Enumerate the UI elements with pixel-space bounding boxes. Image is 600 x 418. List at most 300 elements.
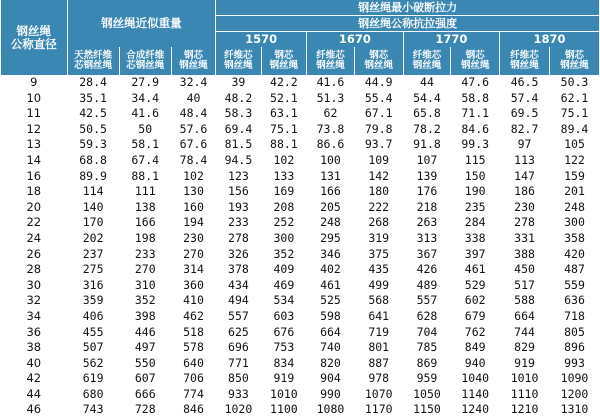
table-cell: 86.6 — [316, 137, 345, 152]
diameter-cell: 24 — [26, 230, 42, 245]
table-cell: 57.6 — [179, 121, 208, 136]
subheader-label: 纤维芯 钢丝绳 — [412, 50, 442, 71]
col-strength-header — [216, 16, 600, 32]
table-cell: 904 — [320, 371, 341, 386]
table-cell: 743 — [82, 402, 104, 417]
table-cell: 67.1 — [364, 106, 393, 121]
table-cell: 461 — [320, 277, 341, 292]
table-cell: 993 — [564, 355, 585, 370]
col-strength-label: 钢丝绳公称抗拉强度 — [358, 16, 458, 30]
table-cell: 81.5 — [224, 137, 253, 152]
table-cell: 235 — [464, 199, 486, 214]
table-cell: 51.3 — [316, 90, 345, 105]
grade-header-1570 — [216, 32, 307, 48]
table-cell: 696 — [228, 340, 249, 355]
diameter-cell: 42 — [26, 371, 42, 386]
table-cell: 202 — [82, 230, 104, 245]
table-cell: 109 — [368, 152, 390, 167]
table-cell: 559 — [564, 277, 585, 292]
table-cell: 706 — [183, 371, 204, 386]
table-cell: 450 — [514, 262, 535, 277]
force-subheader-steel-1670 — [354, 47, 403, 75]
table-cell: 455 — [82, 324, 104, 339]
diameter-cell: 28 — [26, 262, 42, 277]
diameter-cell: 14 — [26, 152, 42, 167]
table-cell: 28.4 — [79, 75, 107, 89]
col-diameter-header — [1, 0, 68, 75]
table-cell: 378 — [228, 262, 249, 277]
table-cell: 919 — [273, 371, 295, 386]
table-cell: 410 — [183, 293, 204, 308]
table-cell: 719 — [368, 324, 390, 339]
table-cell: 375 — [368, 246, 390, 261]
table-cell: 237 — [82, 246, 104, 261]
table-cell: 801 — [368, 340, 390, 355]
diameter-cell: 11 — [26, 106, 42, 121]
table-cell: 1150 — [413, 402, 441, 417]
diameter-cell: 10 — [26, 90, 42, 105]
table-row — [1, 371, 600, 387]
table-cell: 313 — [416, 230, 438, 245]
table-cell: 676 — [273, 324, 295, 339]
table-cell: 268 — [368, 215, 390, 230]
grade-label: 1670 — [338, 32, 371, 47]
table-cell: 557 — [228, 308, 249, 323]
table-cell: 47.6 — [461, 75, 490, 89]
table-cell: 1140 — [461, 386, 490, 401]
table-cell: 130 — [183, 184, 204, 199]
table-cell: 248 — [320, 215, 341, 230]
table-cell: 201 — [564, 184, 585, 199]
table-cell: 603 — [273, 308, 295, 323]
table-cell: 578 — [183, 340, 204, 355]
table-cell: 462 — [183, 308, 204, 323]
table-cell: 1040 — [461, 371, 490, 386]
subheader-label: 纤维芯 钢丝绳 — [510, 50, 539, 71]
table-cell: 959 — [416, 371, 438, 386]
col-weight-label: 钢丝绳近似重量 — [101, 16, 182, 31]
table-cell: 160 — [183, 199, 204, 214]
table-cell: 518 — [183, 324, 204, 339]
table-cell: 316 — [82, 277, 104, 292]
table-cell: 89.4 — [560, 121, 589, 136]
subheader-label: 钢芯 钢丝绳 — [269, 50, 299, 71]
table-cell: 598 — [320, 308, 341, 323]
table-cell: 190 — [464, 184, 486, 199]
table-row — [1, 402, 600, 418]
table-cell: 562 — [82, 355, 104, 370]
table-row — [1, 340, 600, 356]
table-cell: 300 — [273, 230, 295, 245]
grade-header-1670 — [307, 32, 403, 48]
table-cell: 57.4 — [510, 90, 539, 105]
table-cell: 497 — [134, 340, 156, 355]
table-body — [1, 75, 600, 418]
subheader-label: 钢芯 钢丝绳 — [364, 50, 393, 71]
diameter-cell: 44 — [26, 386, 42, 401]
table-cell: 1110 — [510, 386, 539, 401]
table-cell: 1080 — [316, 402, 345, 417]
table-cell: 469 — [273, 277, 295, 292]
table-cell: 426 — [416, 262, 438, 277]
table-cell: 446 — [134, 324, 156, 339]
table-cell: 88.1 — [131, 168, 160, 183]
table-cell: 91.8 — [413, 137, 441, 152]
table-cell: 771 — [228, 355, 249, 370]
force-subheader-fiber-1570 — [216, 47, 261, 75]
table-row — [1, 231, 600, 247]
diameter-cell: 26 — [26, 246, 42, 261]
table-cell: 940 — [464, 355, 486, 370]
force-subheader-fiber-1870 — [500, 47, 550, 75]
table-cell: 147 — [514, 168, 535, 183]
table-cell: 869 — [416, 355, 438, 370]
table-cell: 933 — [228, 386, 249, 401]
table-cell: 1050 — [413, 386, 441, 401]
table-cell: 248 — [564, 199, 585, 214]
table-cell: 990 — [320, 386, 341, 401]
table-cell: 434 — [228, 277, 249, 292]
table-cell: 367 — [416, 246, 438, 261]
table-cell: 79.8 — [364, 121, 393, 136]
table-cell: 314 — [183, 262, 204, 277]
subheader-label: 天然纤维 芯钢丝绳 — [74, 50, 113, 71]
col-weight-header — [67, 0, 216, 47]
table-cell: 628 — [416, 308, 438, 323]
table-cell: 133 — [273, 168, 295, 183]
table-cell: 338 — [464, 230, 486, 245]
table-cell: 704 — [416, 324, 438, 339]
table-row — [1, 278, 600, 294]
table-cell: 186 — [514, 184, 535, 199]
table-cell: 388 — [514, 246, 535, 261]
table-row — [1, 309, 600, 325]
grade-header-1870 — [500, 32, 600, 48]
table-cell: 1090 — [560, 371, 589, 386]
table-cell: 352 — [273, 246, 295, 261]
table-cell: 1020 — [224, 402, 253, 417]
table-cell: 41.6 — [316, 75, 345, 89]
table-cell: 113 — [514, 152, 535, 167]
table-cell: 636 — [564, 293, 585, 308]
table-cell: 78.2 — [413, 121, 441, 136]
table-cell: 588 — [514, 293, 535, 308]
table-cell: 278 — [514, 215, 535, 230]
table-cell: 65.8 — [413, 106, 441, 121]
subheader-label: 纤维芯 钢丝绳 — [224, 50, 253, 71]
table-cell: 666 — [134, 386, 156, 401]
table-cell: 94.5 — [224, 152, 253, 167]
subheader-label: 合成纤维 芯钢丝绳 — [126, 50, 165, 71]
table-cell: 75.1 — [270, 121, 298, 136]
force-subheader-fiber-1770 — [403, 47, 451, 75]
subheader-label: 钢芯 钢丝绳 — [560, 50, 589, 71]
table-cell: 295 — [320, 230, 341, 245]
table-row — [1, 356, 600, 372]
table-cell: 252 — [273, 215, 295, 230]
table-cell: 75.1 — [560, 106, 589, 121]
table-cell: 122 — [564, 152, 585, 167]
table-cell: 1170 — [364, 402, 393, 417]
table-cell: 1200 — [560, 386, 589, 401]
table-cell: 84.6 — [461, 121, 490, 136]
table-cell: 461 — [464, 262, 486, 277]
table-row — [1, 137, 600, 153]
table-cell: 176 — [416, 184, 438, 199]
table-cell: 785 — [416, 340, 438, 355]
table-cell: 114 — [82, 184, 104, 199]
diameter-cell: 46 — [26, 402, 42, 417]
table-cell: 67.6 — [179, 137, 208, 152]
table-cell: 402 — [320, 262, 341, 277]
subheader-label: 纤维芯 钢丝绳 — [316, 50, 345, 71]
table-cell: 774 — [183, 386, 204, 401]
table-cell: 494 — [228, 293, 249, 308]
table-cell: 619 — [82, 371, 104, 386]
table-cell: 507 — [82, 340, 104, 355]
table-row — [1, 215, 600, 231]
table-cell: 35.1 — [79, 90, 107, 105]
diameter-cell: 20 — [26, 199, 42, 214]
table-row — [1, 75, 600, 91]
table-cell: 34.4 — [131, 90, 160, 105]
diameter-cell: 9 — [30, 75, 38, 89]
weight-subheader-synthetic-fiber — [119, 47, 171, 75]
table-cell: 111 — [134, 184, 156, 199]
table-cell: 50.5 — [79, 121, 107, 136]
table-cell: 105 — [564, 137, 585, 152]
table-row — [1, 106, 600, 122]
table-cell: 1210 — [510, 402, 539, 417]
table-cell: 534 — [273, 293, 295, 308]
table-cell: 131 — [320, 168, 341, 183]
table-cell: 489 — [416, 277, 438, 292]
table-row — [1, 325, 600, 341]
table-row — [1, 122, 600, 138]
table-cell: 58.8 — [461, 90, 490, 105]
table-cell: 89.9 — [79, 168, 107, 183]
table-cell: 740 — [320, 340, 341, 355]
table-cell: 409 — [273, 262, 295, 277]
diameter-cell: 40 — [26, 355, 42, 370]
table-cell: 62.1 — [560, 90, 589, 105]
diameter-cell: 12 — [26, 121, 42, 136]
table-cell: 40 — [186, 90, 201, 105]
table-cell: 849 — [464, 340, 486, 355]
table-cell: 99.3 — [461, 137, 490, 152]
table-cell: 319 — [368, 230, 390, 245]
table-cell: 139 — [416, 168, 438, 183]
table-cell: 850 — [228, 371, 249, 386]
table-cell: 529 — [464, 277, 486, 292]
table-row — [1, 200, 600, 216]
table-cell: 625 — [228, 324, 249, 339]
weight-subheader-natural-fiber — [67, 47, 119, 75]
table-cell: 194 — [183, 215, 204, 230]
table-cell: 420 — [564, 246, 585, 261]
table-cell: 208 — [273, 199, 295, 214]
table-cell: 169 — [273, 184, 295, 199]
table-cell: 198 — [134, 230, 156, 245]
table-cell: 230 — [183, 230, 204, 245]
table-cell: 310 — [134, 277, 156, 292]
table-cell: 359 — [82, 293, 104, 308]
table-cell: 166 — [320, 184, 341, 199]
table-cell: 41.6 — [131, 106, 160, 121]
table-cell: 222 — [368, 199, 390, 214]
grade-label: 1770 — [435, 32, 468, 47]
force-subheader-steel-1770 — [451, 47, 500, 75]
table-cell: 607 — [134, 371, 156, 386]
table-cell: 58.1 — [131, 137, 160, 152]
table-cell: 1010 — [510, 371, 539, 386]
table-cell: 358 — [564, 230, 585, 245]
table-cell: 270 — [183, 246, 204, 261]
table-row — [1, 169, 600, 185]
table-cell: 487 — [564, 262, 585, 277]
table-cell: 42.2 — [270, 75, 298, 89]
table-cell: 48.2 — [224, 90, 253, 105]
table-cell: 71.1 — [461, 106, 490, 121]
table-cell: 50.3 — [560, 75, 589, 89]
table-cell: 62 — [323, 106, 338, 121]
table-cell: 73.8 — [316, 121, 345, 136]
table-cell: 68.8 — [79, 152, 107, 167]
diameter-cell: 16 — [26, 168, 42, 183]
table-cell: 834 — [273, 355, 295, 370]
table-row — [1, 262, 600, 278]
table-cell: 170 — [82, 215, 104, 230]
table-cell: 63.1 — [270, 106, 298, 121]
table-cell: 140 — [82, 199, 104, 214]
table-cell: 150 — [464, 168, 486, 183]
table-cell: 664 — [514, 308, 535, 323]
force-subheader-steel-1570 — [261, 47, 306, 75]
table-cell: 166 — [134, 215, 156, 230]
diameter-cell: 32 — [26, 293, 42, 308]
table-cell: 218 — [416, 199, 438, 214]
table-cell: 679 — [464, 308, 486, 323]
col-diameter-label: 钢丝绳 公称直径 — [10, 24, 57, 51]
table-cell: 275 — [82, 262, 104, 277]
diameter-cell: 38 — [26, 340, 42, 355]
table-row — [1, 387, 600, 403]
diameter-cell: 13 — [26, 137, 42, 152]
table-cell: 829 — [514, 340, 535, 355]
table-cell: 346 — [320, 246, 341, 261]
force-subheader-fiber-1670 — [307, 47, 355, 75]
table-cell: 233 — [134, 246, 156, 261]
table-cell: 352 — [134, 293, 156, 308]
subheader-label: 钢芯 钢丝绳 — [179, 50, 208, 71]
diameter-cell: 36 — [26, 324, 42, 339]
table-cell: 1070 — [364, 386, 393, 401]
table-cell: 284 — [464, 215, 486, 230]
col-force-label: 钢丝绳最小破断拉力 — [358, 0, 458, 14]
table-cell: 123 — [228, 168, 249, 183]
table-cell: 525 — [320, 293, 341, 308]
table-cell: 100 — [320, 152, 341, 167]
table-cell: 52.1 — [270, 90, 298, 105]
table-cell: 102 — [273, 152, 295, 167]
weight-subheader-steel-core — [171, 47, 215, 75]
table-cell: 270 — [134, 262, 156, 277]
table-cell: 406 — [82, 308, 104, 323]
diameter-cell: 30 — [26, 277, 42, 292]
table-cell: 1010 — [270, 386, 298, 401]
table-cell: 32.4 — [179, 75, 208, 89]
table-cell: 640 — [183, 355, 204, 370]
table-cell: 156 — [228, 184, 249, 199]
table-cell: 360 — [183, 277, 204, 292]
table-cell: 557 — [416, 293, 438, 308]
table-cell: 744 — [514, 324, 535, 339]
table-row — [1, 247, 600, 263]
table-cell: 753 — [273, 340, 295, 355]
grade-label: 1570 — [245, 32, 278, 47]
table-cell: 93.7 — [364, 137, 393, 152]
table-cell: 550 — [134, 355, 156, 370]
table-cell: 205 — [320, 199, 341, 214]
table-cell: 46.5 — [510, 75, 539, 89]
table-cell: 39 — [231, 75, 246, 89]
table-cell: 762 — [464, 324, 486, 339]
table-cell: 27.9 — [131, 75, 160, 89]
table-cell: 887 — [368, 355, 390, 370]
table-cell: 680 — [82, 386, 104, 401]
force-subheader-steel-1870 — [550, 47, 600, 75]
table-cell: 107 — [416, 152, 438, 167]
table-cell: 88.1 — [270, 137, 298, 152]
table-cell: 82.7 — [510, 121, 539, 136]
table-cell: 58.3 — [224, 106, 253, 121]
grade-header-1770 — [403, 32, 499, 48]
table-cell: 44 — [420, 75, 434, 89]
table-cell: 300 — [564, 215, 585, 230]
table-cell: 102 — [183, 168, 204, 183]
table-cell: 55.4 — [364, 90, 393, 105]
table-cell: 896 — [564, 340, 585, 355]
table-cell: 138 — [134, 199, 156, 214]
table-cell: 42.5 — [79, 106, 107, 121]
table-cell: 641 — [368, 308, 390, 323]
table-cell: 664 — [320, 324, 341, 339]
table-cell: 78.4 — [179, 152, 208, 167]
table-cell: 159 — [564, 168, 585, 183]
table-cell: 805 — [564, 324, 585, 339]
table-row — [1, 91, 600, 107]
table-cell: 718 — [564, 308, 585, 323]
diameter-cell: 22 — [26, 215, 42, 230]
grade-label: 1870 — [533, 32, 566, 47]
table-cell: 978 — [368, 371, 390, 386]
subheader-label: 钢芯 钢丝绳 — [460, 50, 490, 71]
table-cell: 48.4 — [179, 106, 208, 121]
table-cell: 193 — [228, 199, 249, 214]
table-cell: 230 — [514, 199, 535, 214]
table-cell: 326 — [228, 246, 249, 261]
table-cell: 919 — [514, 355, 535, 370]
table-cell: 517 — [514, 277, 535, 292]
table-cell: 67.4 — [131, 152, 160, 167]
table-cell: 115 — [464, 152, 486, 167]
diameter-cell: 34 — [26, 308, 42, 323]
table-cell: 728 — [134, 402, 156, 417]
table-cell: 59.3 — [79, 137, 107, 152]
table-cell: 142 — [368, 168, 390, 183]
table-cell: 263 — [416, 215, 438, 230]
table-cell: 499 — [368, 277, 390, 292]
